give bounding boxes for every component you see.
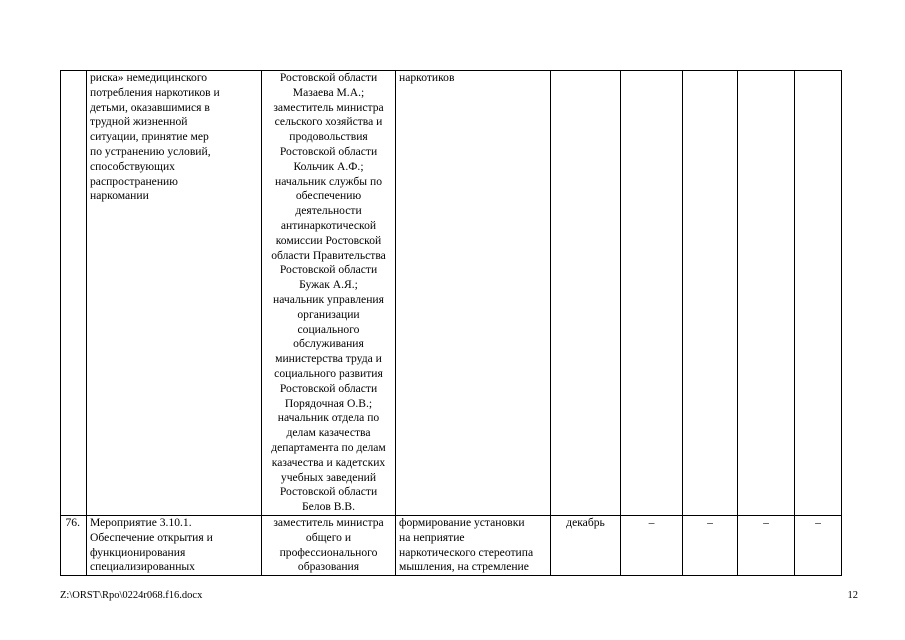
value-cell	[683, 516, 738, 576]
row-number-cell	[61, 516, 87, 576]
table-row	[61, 516, 842, 576]
responsible-cell	[262, 516, 396, 576]
program-table	[60, 70, 842, 576]
result-text: формирование установки на неприятие наркотического стереотипа мышления, на стремление	[399, 516, 534, 574]
responsible-text: заместитель министра общего и профессионального образования	[273, 516, 384, 574]
term-text: декабрь	[566, 516, 605, 529]
term-cell	[551, 71, 621, 516]
value-text: –	[707, 516, 713, 529]
value-cell	[738, 516, 795, 576]
table-row	[61, 71, 842, 516]
event-text: Мероприятие 3.10.1. Обеспечение открытия и функционирования специализированных	[90, 516, 213, 574]
event-text: риска» немедицинского потребления наркотиков и детьми, оказавшимися в трудной жизненной ситуации, принятие мер по устранению условий, способствующих распространению наркомании	[90, 71, 220, 203]
value-cell	[795, 71, 842, 516]
responsible-cell	[262, 71, 396, 516]
value-cell	[683, 71, 738, 516]
event-cell	[87, 516, 262, 576]
event-cell	[87, 71, 262, 516]
row-number: 76.	[65, 516, 80, 529]
term-cell	[551, 516, 621, 576]
value-text: –	[763, 516, 769, 529]
footer-file-path: Z:\ORST\Rpo\0224r068.f16.docx	[60, 590, 203, 601]
value-cell	[621, 71, 683, 516]
value-cell	[795, 516, 842, 576]
row-number-cell	[61, 71, 87, 516]
value-cell	[738, 71, 795, 516]
value-text: –	[648, 516, 655, 529]
result-cell	[396, 516, 551, 576]
value-cell	[621, 516, 683, 576]
page-number: 12	[847, 590, 858, 601]
value-text: –	[815, 516, 821, 529]
responsible-text: Ростовской области Мазаева М.А.; заместитель министра сельского хозяйства и продовольствия Ростовской области Кольчик А.Ф.; начальник службы по обеспечению деятельности антинаркотической комиссии Ростовской области Правительства Ростовской области Бужак А.Я.; начальник управления организации социального обслуживания министерства труда и социального развития Ростовской области Порядочная О.В.; начальник отдела по делам казачества департамента по делам казачества и кадетских учебных заведений Ростовской области Белов В.В.	[271, 71, 386, 514]
result-cell	[396, 71, 551, 516]
result-text: наркотиков	[399, 71, 455, 84]
